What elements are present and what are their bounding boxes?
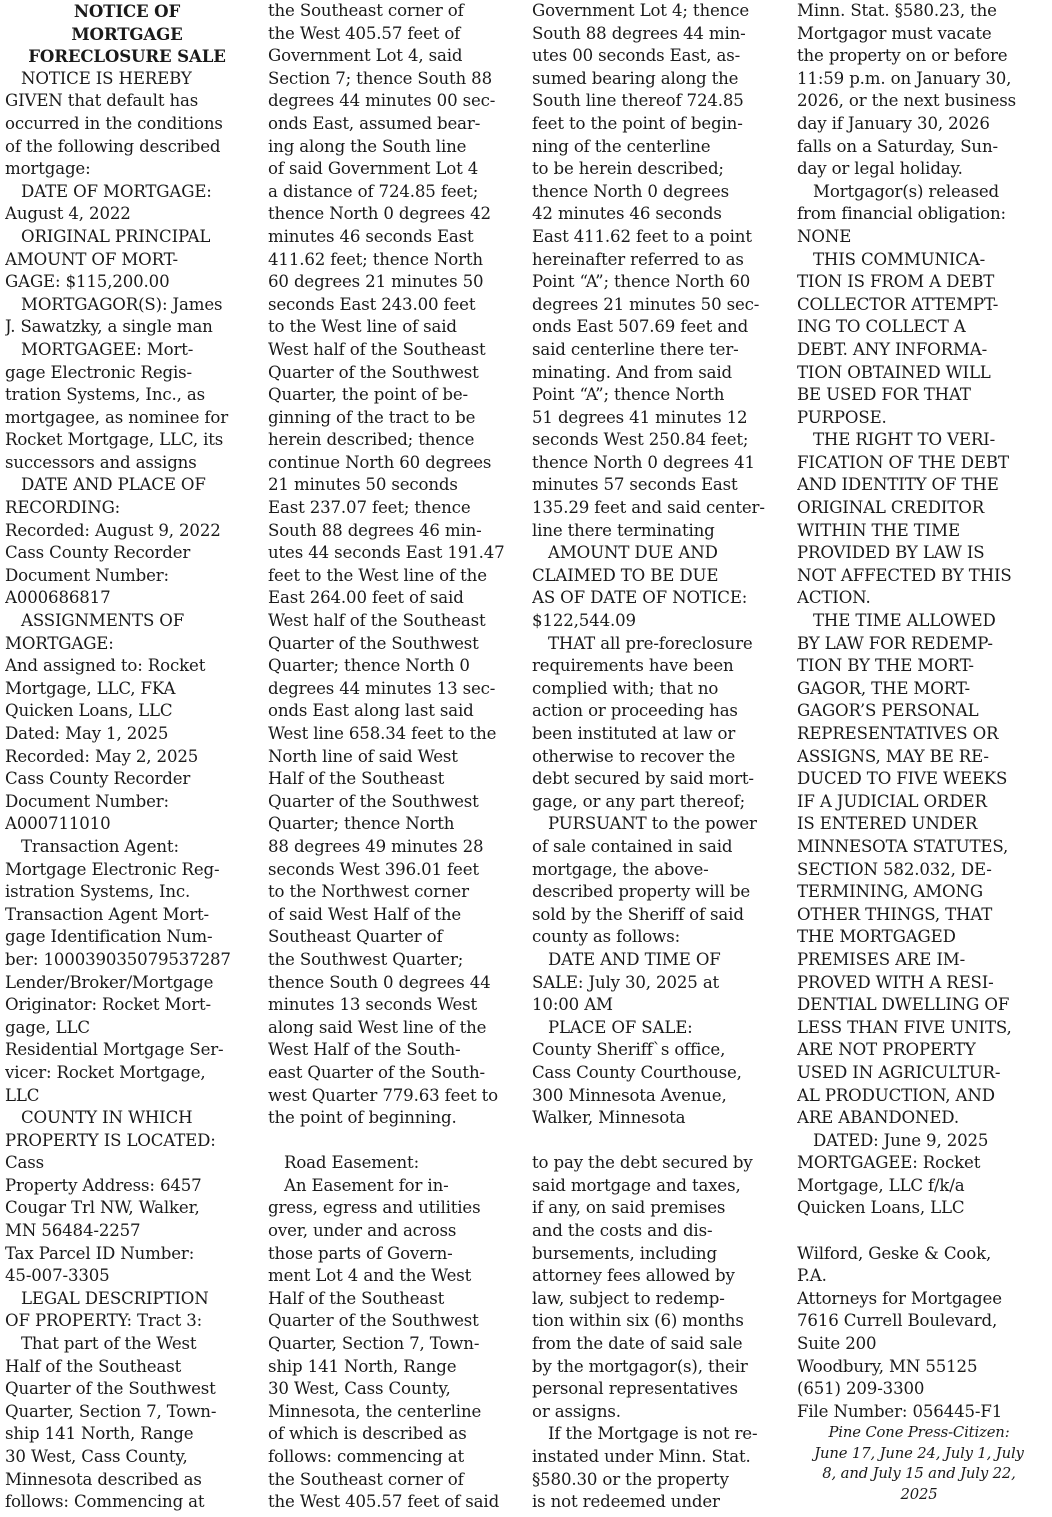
text-line: degrees 44 minutes 00 sec- [268, 91, 496, 111]
text-line: 51 degrees 41 minutes 12 [532, 407, 748, 427]
text-line: minutes 13 seconds West [268, 995, 478, 1015]
text-line: $122,544.09 [532, 611, 636, 631]
text-line: DEBT. ANY INFORMA- [797, 339, 988, 359]
text-line: degrees 21 minutes 50 sec- [532, 294, 760, 314]
text-line: seconds East 243.00 feet [268, 294, 476, 314]
text-line: day or legal holiday. [797, 159, 963, 179]
text-line: ber: 100039035079537287 [5, 949, 231, 969]
text-line: Walker, Minnesota [532, 1108, 686, 1128]
text-line: thence North 0 degrees 42 [268, 204, 491, 224]
text-line: AMOUNT DUE AND [548, 543, 718, 563]
text-line: over, under and across [268, 1221, 457, 1241]
text-line: follows: commencing at [268, 1447, 465, 1466]
text-line: COLLECTOR ATTEMPT- [797, 294, 999, 314]
text-line: from the date of said sale [532, 1334, 743, 1354]
paragraph-gap [532, 1130, 776, 1153]
text-line: Quarter, Section 7, Town- [5, 1401, 217, 1421]
text-line: GAGOR, THE MORT- [797, 678, 971, 698]
text-line: gress, egress and utilities [268, 1198, 481, 1218]
text-line: Mortgage, LLC, FKA [5, 678, 176, 698]
text-line: mortgage: [5, 159, 91, 179]
text-line: LESS THAN FIVE UNITS, [797, 1017, 1012, 1037]
text-line: Residential Mortgage Ser- [5, 1040, 224, 1060]
text-line: AL PRODUCTION, AND [797, 1085, 995, 1105]
publication-line: Pine Cone Press-Citizen: [828, 1424, 1010, 1442]
text-line: onds East 507.69 feet and [532, 317, 749, 337]
column-1 [5, 0, 249, 1517]
text-line: West line 658.34 feet to the [268, 724, 497, 743]
text-line: TION BY THE MORT- [797, 656, 974, 676]
text-line: South 88 degrees 44 min- [532, 23, 746, 43]
text-line: Minnesota, the centerline [268, 1401, 482, 1421]
text-line: along said West line of the [268, 1017, 487, 1037]
text-line: from financial obligation: [797, 204, 1006, 224]
text-line: Quarter of the Southwest [268, 791, 479, 811]
text-line: OF PROPERTY: Tract 3: [5, 1311, 203, 1331]
text-line: Quarter, the point of be- [268, 385, 468, 405]
text-line: is not redeemed under [532, 1492, 720, 1512]
text-line: REPRESENTATIVES OR [797, 724, 999, 743]
text-line: debt secured by said mort- [532, 769, 754, 789]
text-line: East 411.62 feet to a point [532, 226, 752, 246]
column-3 [532, 0, 776, 1517]
text-line: Originator: Rocket Mort- [5, 995, 211, 1015]
text-line: complied with; that no [532, 678, 719, 698]
text-line: mortgage, the above- [532, 859, 709, 879]
text-line: Half of the Southeast [268, 1288, 445, 1308]
text-line: Tax Parcel ID Number: [5, 1243, 195, 1263]
text-line: North line of said West [268, 746, 458, 766]
text-line: Property Address: 6457 [5, 1175, 202, 1195]
text-line: requirements have been [532, 656, 734, 676]
text-line: 60 degrees 21 minutes 50 [268, 272, 484, 292]
text-line: Government Lot 4, said [268, 46, 463, 66]
text-line: east Quarter of the South- [268, 1062, 485, 1082]
text-line: PREMISES ARE IM- [797, 949, 966, 969]
text-line: the West 405.57 feet of said [268, 1492, 500, 1512]
text-line: West half of the Southeast [268, 611, 486, 631]
text-line: MN 56484-2257 [5, 1221, 141, 1241]
text-line: the Southwest Quarter; [268, 949, 464, 969]
text-line: degrees 44 minutes 13 sec- [268, 678, 496, 698]
text-line: to pay the debt secured by [532, 1153, 753, 1173]
text-line: Minnesota described as [5, 1469, 202, 1489]
text-line: Rocket Mortgage, LLC, its [5, 430, 224, 450]
text-line: Lender/Broker/Mortgage [5, 972, 214, 992]
text-line: thence South 0 degrees 44 [268, 972, 491, 992]
text-line: Suite 200 [797, 1334, 877, 1354]
text-line: bursements, including [532, 1243, 717, 1263]
text-line: Half of the Southeast [5, 1356, 182, 1376]
text-line: Quarter of the Southwest [268, 633, 479, 653]
text-line: TERMINING, AMONG [797, 882, 983, 902]
text-line: Mortgage, LLC f/k/a [797, 1175, 965, 1195]
text-line: ship 141 North, Range [268, 1356, 457, 1376]
text-line: County Sheriff`s office, [532, 1040, 726, 1060]
text-line: Cass County Recorder [5, 543, 191, 563]
text-line: mortgagee, as nominee for [5, 407, 228, 427]
text-line: seconds West 396.01 feet [268, 859, 479, 879]
text-line: 30 West, Cass County, [5, 1447, 188, 1466]
text-line: 45-007-3305 [5, 1266, 110, 1286]
text-line: to the Northwest corner [268, 882, 469, 902]
text-line: Cass [5, 1153, 45, 1173]
text-line: falls on a Saturday, Sun- [797, 136, 998, 156]
text-line: said centerline there ter- [532, 339, 739, 359]
publication-line: 2025 [900, 1485, 938, 1503]
text-line: Quarter; thence North 0 [268, 656, 470, 676]
text-line: TION OBTAINED WILL [797, 362, 991, 382]
text-line: sold by the Sheriff of said [532, 904, 744, 924]
column-3-text [532, 0, 776, 1514]
text-line: otherwise to recover the [532, 746, 736, 766]
text-line: AS OF DATE OF NOTICE: [532, 588, 748, 608]
text-line: August 4, 2022 [5, 204, 131, 224]
text-line: File Number: 056445-F1 [797, 1401, 1003, 1421]
text-line: DATE AND PLACE OF [21, 475, 206, 495]
text-line: and the costs and dis- [532, 1221, 713, 1241]
text-line: ASSIGNS, MAY BE RE- [797, 746, 989, 766]
column-2 [268, 0, 512, 1517]
text-line: OTHER THINGS, THAT [797, 904, 993, 924]
text-line: Quarter, Section 7, Town- [268, 1334, 480, 1354]
text-line: NOT AFFECTED BY THIS [797, 565, 1012, 585]
text-line: South 88 degrees 46 min- [268, 520, 482, 540]
text-line: ment Lot 4 and the West [268, 1266, 472, 1286]
text-line: attorney fees allowed by [532, 1266, 735, 1286]
text-line: vicer: Rocket Mortgage, [5, 1062, 206, 1082]
text-line: DATE OF MORTGAGE: [21, 181, 212, 201]
text-line: ing along the South line [268, 136, 467, 156]
text-line: istration Systems, Inc. [5, 882, 191, 902]
text-line: MORTGAGEE: Rocket [797, 1153, 981, 1173]
text-line: county as follows: [532, 927, 681, 947]
text-line: IF A JUDICIAL ORDER [797, 791, 987, 811]
text-line: line there terminating [532, 520, 715, 540]
text-line: a distance of 724.85 feet; [268, 181, 479, 201]
text-line: And assigned to: Rocket [5, 656, 206, 676]
text-line: An Easement for in- [284, 1175, 449, 1195]
text-line: Quarter of the Southwest [5, 1379, 216, 1399]
text-line: 10:00 AM [532, 995, 613, 1015]
text-line: continue North 60 degrees [268, 452, 492, 472]
text-line: THAT all pre-foreclosure [548, 633, 753, 653]
text-line: Attorneys for Mortgagee [797, 1288, 1002, 1308]
text-line: the point of beginning. [268, 1108, 457, 1128]
text-line: to be herein described; [532, 159, 724, 179]
text-line: Transaction Agent Mort- [5, 904, 210, 924]
paragraph-gap [268, 1130, 512, 1153]
title-line: NOTICE OF [73, 1, 181, 21]
text-line: said mortgage and taxes, [532, 1175, 741, 1195]
text-line: Minn. Stat. §580.23, the [797, 1, 997, 20]
text-line: PLACE OF SALE: [548, 1017, 693, 1037]
text-line: Recorded: August 9, 2022 [5, 520, 221, 540]
text-line: Document Number: [5, 565, 169, 585]
text-line: those parts of Govern- [268, 1243, 453, 1263]
column-2-text [268, 0, 512, 1514]
text-line: Section 7; thence South 88 [268, 68, 492, 88]
text-line: ning of the centerline [532, 136, 711, 156]
text-line: §580.30 or the property [532, 1469, 729, 1489]
notice-title [5, 0, 249, 68]
text-line: the Southeast corner of [268, 1, 464, 20]
text-line: 7616 Currell Boulevard, [797, 1311, 998, 1331]
text-line: sumed bearing along the [532, 68, 739, 88]
text-line: ORIGINAL PRINCIPAL [21, 226, 211, 246]
text-line: tration Systems, Inc., as [5, 385, 205, 405]
text-line: SECTION 582.032, DE- [797, 859, 992, 879]
text-line: East 264.00 feet of said [268, 588, 464, 608]
text-line: onds East along last said [268, 701, 474, 721]
text-line: gage Identification Num- [5, 927, 213, 947]
text-line: GAGOR’S PERSONAL [797, 701, 979, 721]
text-line: of sale contained in said [532, 836, 733, 856]
text-line: 11:59 p.m. on January 30, [797, 68, 1012, 88]
text-line: 411.62 feet; thence North [268, 249, 483, 269]
text-line: PURSUANT to the power [548, 814, 757, 834]
text-line: Point “A”; thence North [532, 385, 725, 405]
text-line: Government Lot 4; thence [532, 1, 749, 20]
text-line: onds East, assumed bear- [268, 113, 481, 133]
text-line: day if January 30, 2026 [797, 113, 990, 133]
text-line: the West 405.57 feet of [268, 23, 461, 43]
text-line: the property on or before [797, 46, 1008, 66]
text-line: Quarter of the Southwest [268, 362, 479, 382]
text-line: PROPERTY IS LOCATED: [5, 1130, 216, 1150]
text-line: feet to the point of begin- [532, 113, 743, 133]
text-line: action or proceeding has [532, 701, 738, 721]
text-line: Mortgagor must vacate [797, 23, 992, 43]
text-line: A000711010 [5, 814, 111, 834]
text-line: P.A. [797, 1266, 827, 1286]
text-line: Document Number: [5, 791, 169, 811]
text-line: personal representatives [532, 1379, 738, 1399]
text-line: herein described; thence [268, 430, 475, 450]
text-line: PURPOSE. [797, 407, 887, 427]
text-line: instated under Minn. Stat. [532, 1447, 751, 1466]
text-line: Dated: May 1, 2025 [5, 724, 169, 743]
text-line: ASSIGNMENTS OF [21, 611, 185, 631]
text-line: WITHIN THE TIME [797, 520, 960, 540]
text-line: hereinafter referred to as [532, 249, 744, 269]
text-line: west Quarter 779.63 feet to [268, 1085, 498, 1105]
text-line: law, subject to redemp- [532, 1288, 725, 1308]
text-line: LEGAL DESCRIPTION [21, 1288, 209, 1308]
column-4-text [797, 0, 1041, 1423]
text-line: AMOUNT OF MORT- [5, 249, 178, 269]
text-line: RECORDING: [5, 498, 121, 518]
text-line: MORTGAGEE: Mort- [21, 339, 194, 359]
text-line: gage, LLC [5, 1017, 90, 1037]
text-line: Cass County Courthouse, [532, 1062, 742, 1082]
text-line: or assigns. [532, 1401, 621, 1421]
publication-info [797, 1423, 1041, 1505]
text-line: Half of the Southeast [268, 769, 445, 789]
text-line: successors and assigns [5, 452, 197, 472]
text-line: gage Electronic Regis- [5, 362, 192, 382]
text-line: MORTGAGE: [5, 633, 114, 653]
text-line: A000686817 [5, 588, 111, 608]
text-line: FICATION OF THE DEBT [797, 452, 1009, 472]
text-line: of the following described [5, 136, 221, 156]
text-line: 21 minutes 50 seconds [268, 475, 458, 495]
text-line: AND IDENTITY OF THE [797, 475, 999, 495]
text-line: ARE ABANDONED. [797, 1108, 959, 1128]
text-line: 300 Minnesota Avenue, [532, 1085, 727, 1105]
text-line: if any, on said premises [532, 1198, 726, 1218]
text-line: MINNESOTA STATUTES, [797, 836, 1009, 856]
text-line: utes 00 seconds East, as- [532, 46, 741, 66]
text-line: South line thereof 724.85 [532, 91, 744, 111]
text-line: tion within six (6) months [532, 1311, 744, 1331]
text-line: of which is described as [268, 1424, 467, 1444]
text-line: GAGE: $115,200.00 [5, 272, 170, 292]
text-line: If the Mortgage is not re- [548, 1424, 758, 1444]
text-line: THE TIME ALLOWED [813, 611, 996, 631]
text-line: minating. And from said [532, 362, 732, 382]
text-line: GIVEN that default has [5, 91, 199, 111]
text-line: by the mortgagor(s), their [532, 1356, 748, 1376]
text-line: SALE: July 30, 2025 at [532, 972, 720, 992]
text-line: thence North 0 degrees 41 [532, 452, 755, 472]
text-line: NOTICE IS HEREBY [21, 68, 192, 88]
title-line: MORTGAGE [71, 23, 183, 44]
publication-line: 8, and July 15 and July 22, [822, 1465, 1016, 1483]
text-line: That part of the West [21, 1334, 197, 1354]
paragraph-gap [797, 1220, 1041, 1243]
text-line: Quarter of the Southwest [268, 1311, 479, 1331]
text-line: East 237.07 feet; thence [268, 498, 471, 518]
column-1-text [5, 68, 249, 1514]
text-line: Road Easement: [284, 1153, 420, 1173]
text-line: the Southeast corner of [268, 1469, 464, 1489]
text-line: BY LAW FOR REDEMP- [797, 633, 993, 653]
text-line: Mortgage Electronic Reg- [5, 859, 220, 879]
text-line: gage, or any part thereof; [532, 791, 746, 811]
text-line: utes 44 seconds East 191.47 [268, 543, 505, 563]
text-line: West Half of the South- [268, 1040, 461, 1060]
text-line: THE RIGHT TO VERI- [813, 430, 996, 450]
text-line: described property will be [532, 882, 751, 902]
text-line: CLAIMED TO BE DUE [532, 565, 719, 585]
text-line: Quicken Loans, LLC [797, 1198, 965, 1218]
text-line: Recorded: May 2, 2025 [5, 746, 199, 766]
text-line: ginning of the tract to be [268, 407, 476, 427]
text-line: Cougar Trl NW, Walker, [5, 1198, 200, 1218]
text-line: 135.29 feet and said center- [532, 498, 765, 518]
text-line: NONE [797, 226, 852, 246]
text-line: been instituted at law or [532, 724, 736, 743]
text-line: PROVED WITH A RESI- [797, 972, 994, 992]
text-line: THE MORTGAGED [797, 927, 956, 947]
text-line: BE USED FOR THAT [797, 385, 971, 405]
text-line: THIS COMMUNICA- [813, 249, 986, 269]
text-line: DUCED TO FIVE WEEKS [797, 769, 1008, 789]
text-line: MORTGAGOR(S): James [21, 294, 223, 314]
text-line: Wilford, Geske & Cook, [797, 1243, 992, 1263]
title-line: FORECLOSURE SALE [28, 46, 226, 67]
text-line: 2026, or the next business [797, 91, 1017, 111]
text-line: ING TO COLLECT A [797, 317, 966, 337]
text-line: Woodbury, MN 55125 [797, 1356, 978, 1376]
text-line: ORIGINAL CREDITOR [797, 498, 985, 518]
text-line: (651) 209-3300 [797, 1379, 925, 1399]
text-line: to the West line of said [268, 317, 457, 337]
text-line: of said Government Lot 4 [268, 159, 479, 179]
text-line: PROVIDED BY LAW IS [797, 543, 985, 563]
text-line: Southeast Quarter of [268, 927, 443, 947]
text-line: DENTIAL DWELLING OF [797, 995, 1010, 1015]
text-line: thence North 0 degrees [532, 181, 730, 201]
text-line: follows: Commencing at [5, 1492, 205, 1512]
text-line: feet to the West line of the [268, 565, 487, 585]
text-line: 30 West, Cass County, [268, 1379, 451, 1399]
publication-line: June 17, June 24, July 1, July [814, 1444, 1024, 1462]
text-line: TION IS FROM A DEBT [797, 272, 995, 292]
text-line: ACTION. [797, 588, 871, 608]
text-line: West half of the Southeast [268, 339, 486, 359]
column-4 [797, 0, 1041, 1517]
text-line: Quicken Loans, LLC [5, 701, 173, 721]
text-line: DATE AND TIME OF [548, 949, 721, 969]
text-line: Quarter; thence North [268, 814, 455, 834]
text-line: 42 minutes 46 seconds [532, 204, 722, 224]
text-line: ARE NOT PROPERTY [797, 1040, 976, 1060]
text-line: Transaction Agent: [21, 836, 179, 856]
text-line: USED IN AGRICULTUR- [797, 1062, 1001, 1082]
text-line: occurred in the conditions [5, 113, 223, 133]
text-line: of said West Half of the [268, 904, 462, 924]
text-line: IS ENTERED UNDER [797, 814, 978, 834]
text-line: LLC [5, 1085, 40, 1105]
text-line: J. Sawatzky, a single man [5, 317, 213, 337]
text-line: minutes 46 seconds East [268, 226, 474, 246]
text-line: Mortgagor(s) released [813, 181, 999, 201]
text-line: Point “A”; thence North 60 [532, 272, 751, 292]
text-line: ship 141 North, Range [5, 1424, 194, 1444]
text-line: 88 degrees 49 minutes 28 [268, 836, 484, 856]
text-line: DATED: June 9, 2025 [813, 1130, 989, 1150]
text-line: Cass County Recorder [5, 769, 191, 789]
text-line: COUNTY IN WHICH [21, 1108, 193, 1128]
text-line: seconds West 250.84 feet; [532, 430, 749, 450]
text-line: minutes 57 seconds East [532, 475, 738, 495]
